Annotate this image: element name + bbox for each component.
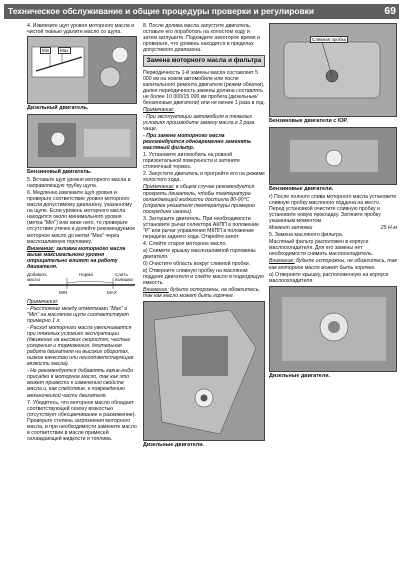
dipstick-diesel-photo (27, 36, 137, 104)
column-3 (269, 23, 397, 381)
diesel-drain-drawing (144, 302, 265, 440)
step-5-text: 5. Замена масляного фильтра. (269, 232, 344, 239)
step-4-text: 4. Слейте старое моторное масло. (143, 240, 227, 247)
step-4c-text: в) Отверните сливную пробку на масляном поддоне двигателя и слейте масло в подходящую емкость. (143, 268, 264, 287)
note-1: - Расстояние между отметками "Max" и "Min" на масляном щупе соответствует примерно 1 л. (27, 305, 129, 324)
step-4a-text: а) Снимите крышку маслозаливной горловины двигателя. (143, 247, 256, 260)
page-header (4, 4, 399, 19)
note-2-heading: Примечание: (143, 184, 175, 191)
note-1-heading: Примечание: (143, 106, 175, 113)
step-5-description: Масляный фильтр расположен в корпусе маслоохладителя. Для его замены нет необходимости снимать маслоохладитель. (269, 239, 374, 258)
step-2-text: 2. Запустите двигатель и прогрейте его на режиме холостого хода. (143, 171, 265, 184)
dipstick-gauge-diagram (27, 272, 137, 296)
dipstick-petrol-drawing (28, 115, 137, 167)
step-4d-text: г) После полного слива моторного масла установите сливную пробку масляного поддона на место. Перед установкой очистите сливную пробку и установите новую прокладку. Затяните пробку указанным моментом. (269, 194, 397, 225)
warning-label: Внимание: (27, 245, 55, 252)
drain-plug-iop-photo (269, 23, 397, 117)
step-3-text: 3. Заглушите двигатель. При необходимости установите рычаг селектора АКПП в положение "P" или рычаг управления МКПП в положение передачи заднего хода. Откройте капот. (143, 215, 259, 240)
figure-caption-petrol-engines: Бензиновые двигатели. (269, 185, 334, 192)
oil-filter-photo (269, 286, 397, 372)
warning-label: Внимание: (143, 287, 169, 294)
warning-hot-oil (143, 287, 265, 299)
note-3: - Не рекомендуется добавлять какие-либо присадки в моторное масло, так как это может привести к изменению свойств масла и, как следствие, к повреждению механической части двигателя. (27, 368, 134, 399)
max-mark-label: Max (60, 48, 69, 54)
intro-text: Периодичность 1-й замены масла составляет 5 000 км на новом автомобиле или после капитального ремонта двигателя (режим обкатки), далее периодичность замены должна составлять не более 10 000/15 000 км пробега (дизельные/бензиновые двигатели) или не менее 1 раза в год. (143, 69, 265, 106)
figure-caption-petrol: Бензиновый двигатель. (27, 168, 92, 175)
gauge-max-label: MAX (107, 289, 117, 295)
gauge-drain-label: Слить излишки (115, 271, 133, 282)
figure-caption-iop: Бензиновые двигатели с IOP. (269, 118, 348, 124)
column-2 (143, 23, 265, 451)
warning-hot-oil-2 (269, 258, 397, 270)
note-1b: - При замене моторного масла рекомендуется одновременно заменять масляный фильтр. (143, 133, 252, 152)
step-1-text: 1. Установите автомобиль на ровной горизонтальной поверхности и затяните стояночный тормоз. (143, 152, 240, 171)
column-1 (27, 23, 137, 443)
figure-caption-oil-filter: Дизельные двигатели. (269, 372, 331, 379)
step-5a-text: а) Отверните крышку, расположенную на корпусе маслоохладителя. (269, 271, 389, 284)
step-4b-text: б) Очистите область вокруг сливной пробки. (143, 261, 251, 268)
drain-plug-label: Сливная пробка (312, 37, 347, 42)
page-number: 69 (384, 5, 396, 17)
figure-caption-diesel: Дизельный двигатель. (27, 105, 89, 112)
step-8-text: 8. После долива масла запустите двигатель, оставьте его поработать на холостом ходу и затем заглушите. Подождите некоторое время и проверьте, что уровень находится в пределах допустимого диапазона. (143, 23, 260, 54)
gauge-add-label: Добавить масло (27, 271, 47, 282)
diesel-drain-photo (143, 301, 265, 441)
warning-text: будьте осторожны, не обожгитесь, так как моторное масло может быть горячее. (269, 258, 397, 271)
warning-text: заливка моторного масла выше максимального уровня отрицательно влияет на работу двигателя. (27, 245, 126, 270)
dipstick-petrol-photo (27, 114, 137, 168)
gauge-normal-label: Норма (79, 271, 93, 277)
torque-spec (269, 225, 397, 231)
drain-plug-petrol-photo (269, 127, 397, 185)
section-heading: Замена моторного масла и фильтра (143, 55, 265, 66)
min-mark-label: Min (42, 48, 50, 54)
step-4-text: 4. Извлеките щуп уровня моторного масла и чистой тканью удалите масло со щупа. (27, 23, 135, 36)
drain-plug-petrol-drawing (270, 128, 397, 184)
warning-overfill (27, 246, 137, 270)
figure-caption-diesel-engines: Дизельные двигатели. (143, 442, 205, 449)
torque-label: Момент затяжки (269, 225, 313, 232)
torque-value: 25 Н·м (380, 225, 397, 232)
notes-heading: Примечания: (27, 298, 59, 305)
note-2 (143, 184, 265, 214)
note-1a: - При эксплуатации автомобиля в тяжелых условиях производите замену масла в 2 раза чаще. (143, 113, 255, 133)
warning-text: будьте осторожны, не обожгитесь, так как масло может быть горячее. (143, 287, 260, 300)
step-7-text: 7. Убедитесь, что моторное масло обладает соответствующей сезону вязкостью (отсутствует обесцвечивание и разжижение). Проверьте степень загрязнения моторного масла, и при необходимости замените масло в соответствии в масле примесей охлаждающей жидкости и топлива. (27, 399, 137, 442)
header-title: Техническое обслуживание и общие процедуры проверки и регулировки (8, 6, 315, 16)
gauge-min-label: MIN (59, 289, 68, 295)
note-2-text: в общем случае рекомендуется прогреть двигатель, чтобы температура охлаждающей жидкости достигла 80-90°С (стрелка указателя температуры примерно посередине шкалы). (143, 184, 255, 215)
oil-filter-drawing (270, 287, 397, 371)
note-2: - Расход моторного масла увеличивается при тяжелых условиях эксплуатации (движение на высоких скоростях, частые ускорения и торможения, длительная работа двигателя на высоких оборотах, низкое качество или несоответствующая вязкость масла). (27, 324, 134, 368)
step-6-text: 6. Медленно извлеките щуп уровня и проверьте соответствие уровня моторного масла допустимому диапазону, указанному на щупе. Если уровень моторного масла находится около минимального уровня (метка "Min") или ниже него, то проверьте отсутствие утечек и долейте рекомендуемое моторное масло до метки "Max" через маслозаливную горловину. (27, 190, 136, 245)
step-5-text: 5. Вставьте щуп уровня моторного масла в направляющую трубку щупа. (27, 177, 131, 190)
warning-label: Внимание: (269, 258, 295, 265)
